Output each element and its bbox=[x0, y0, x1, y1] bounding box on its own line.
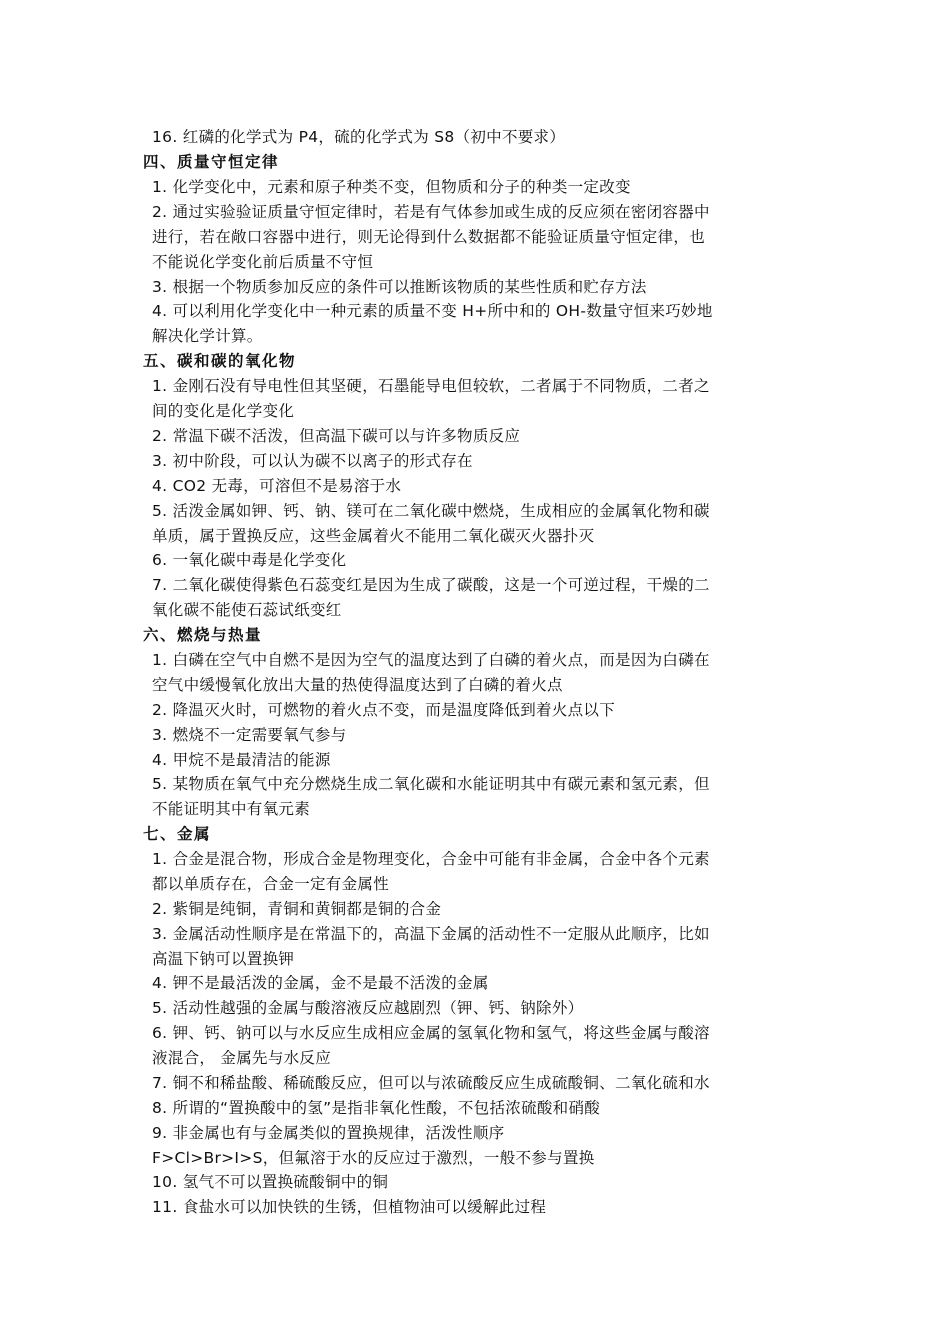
text-line: 3. 金属活动性顺序是在常温下的，高温下金属的活动性不一定服从此顺序，比如 bbox=[152, 925, 710, 943]
text-line: 都以单质存在，合金一定有金属性 bbox=[152, 875, 390, 893]
text-line: 不能说化学变化前后质量不守恒 bbox=[152, 253, 374, 271]
section-heading: 四、质量守恒定律 bbox=[143, 153, 280, 171]
text-line: 3. 燃烧不一定需要氧气参与 bbox=[152, 726, 347, 744]
text-line: 2. 降温灭火时，可燃物的着火点不变，而是温度降低到着火点以下 bbox=[152, 701, 616, 719]
section-heading: 七、金属 bbox=[143, 825, 212, 843]
section-heading: 六、燃烧与热量 bbox=[143, 626, 263, 644]
section-heading: 五、碳和碳的氧化物 bbox=[143, 352, 297, 370]
text-line: 10. 氢气不可以置换硫酸铜中的铜 bbox=[152, 1173, 389, 1191]
text-line: 间的变化是化学变化 bbox=[152, 402, 295, 420]
text-line: 进行，若在敞口容器中进行，则无论得到什么数据都不能验证质量守恒定律，也 bbox=[152, 228, 706, 246]
text-line: 单质，属于置换反应，这些金属着火不能用二氧化碳灭火器扑灭 bbox=[152, 527, 595, 545]
text-line: 2. 常温下碳不活泼，但高温下碳可以与许多物质反应 bbox=[152, 427, 521, 445]
text-line: 4. 甲烷不是最清洁的能源 bbox=[152, 751, 331, 769]
text-line: 2. 紫铜是纯铜，青铜和黄铜都是铜的合金 bbox=[152, 900, 442, 918]
text-line: 5. 活泼金属如钾、钙、钠、镁可在二氧化碳中燃烧，生成相应的金属氧化物和碳 bbox=[152, 502, 710, 520]
text-line: 7. 二氧化碳使得紫色石蕊变红是因为生成了碳酸，这是一个可逆过程，干燥的二 bbox=[152, 576, 710, 594]
text-line: 6. 一氧化碳中毒是化学变化 bbox=[152, 551, 347, 569]
text-line: 7. 铜不和稀盐酸、稀硫酸反应，但可以与浓硫酸反应生成硫酸铜、二氧化硫和水 bbox=[152, 1074, 710, 1092]
text-line: 4. 可以利用化学变化中一种元素的质量不变 H+所中和的 OH-数量守恒来巧妙地 bbox=[152, 302, 713, 320]
text-line: 氧化碳不能使石蕊试纸变红 bbox=[152, 601, 342, 619]
text-line: 不能证明其中有氧元素 bbox=[152, 800, 311, 818]
text-line: 3. 初中阶段，可以认为碳不以离子的形式存在 bbox=[152, 452, 473, 470]
text-line: 1. 白磷在空气中自燃不是因为空气的温度达到了白磷的着火点，而是因为白磷在 bbox=[152, 651, 710, 669]
text-line: 空气中缓慢氧化放出大量的热使得温度达到了白磷的着火点 bbox=[152, 676, 563, 694]
text-line: 16. 红磷的化学式为 P4，硫的化学式为 S8（初中不要求） bbox=[152, 128, 566, 146]
text-line: 4. 钾不是最活泼的金属，金不是最不活泼的金属 bbox=[152, 974, 489, 992]
text-line: 1. 化学变化中，元素和原子种类不变，但物质和分子的种类一定改变 bbox=[152, 178, 631, 196]
text-line: F>Cl>Br>I>S，但氟溶于水的反应过于激烈，一般不参与置换 bbox=[152, 1149, 595, 1167]
text-line: 8. 所谓的“置换酸中的氢”是指非氧化性酸，不包括浓硫酸和硝酸 bbox=[152, 1099, 601, 1117]
text-line: 11. 食盐水可以加快铁的生锈，但植物油可以缓解此过程 bbox=[152, 1198, 547, 1216]
text-line: 9. 非金属也有与金属类似的置换规律，活泼性顺序 bbox=[152, 1124, 505, 1142]
text-line: 5. 某物质在氧气中充分燃烧生成二氧化碳和水能证明其中有碳元素和氢元素，但 bbox=[152, 775, 710, 793]
text-line: 1. 金刚石没有导电性但其坚硬，石墨能导电但较软，二者属于不同物质，二者之 bbox=[152, 377, 710, 395]
text-line: 解决化学计算。 bbox=[152, 327, 263, 345]
text-line: 高温下钠可以置换钾 bbox=[152, 950, 295, 968]
text-line: 液混合， 金属先与水反应 bbox=[152, 1049, 332, 1067]
text-line: 2. 通过实验验证质量守恒定律时，若是有气体参加或生成的反应须在密闭容器中 bbox=[152, 203, 710, 221]
text-line: 6. 钾、钙、钠可以与水反应生成相应金属的氢氧化物和氢气，将这些金属与酸溶 bbox=[152, 1024, 710, 1042]
text-line: 5. 活动性越强的金属与酸溶液反应越剧烈（钾、钙、钠除外） bbox=[152, 999, 584, 1017]
text-line: 4. CO2 无毒，可溶但不是易溶于水 bbox=[152, 477, 402, 495]
text-line: 3. 根据一个物质参加反应的条件可以推断该物质的某些性质和贮存方法 bbox=[152, 278, 647, 296]
text-line: 1. 合金是混合物，形成合金是物理变化，合金中可能有非金属，合金中各个元素 bbox=[152, 850, 710, 868]
